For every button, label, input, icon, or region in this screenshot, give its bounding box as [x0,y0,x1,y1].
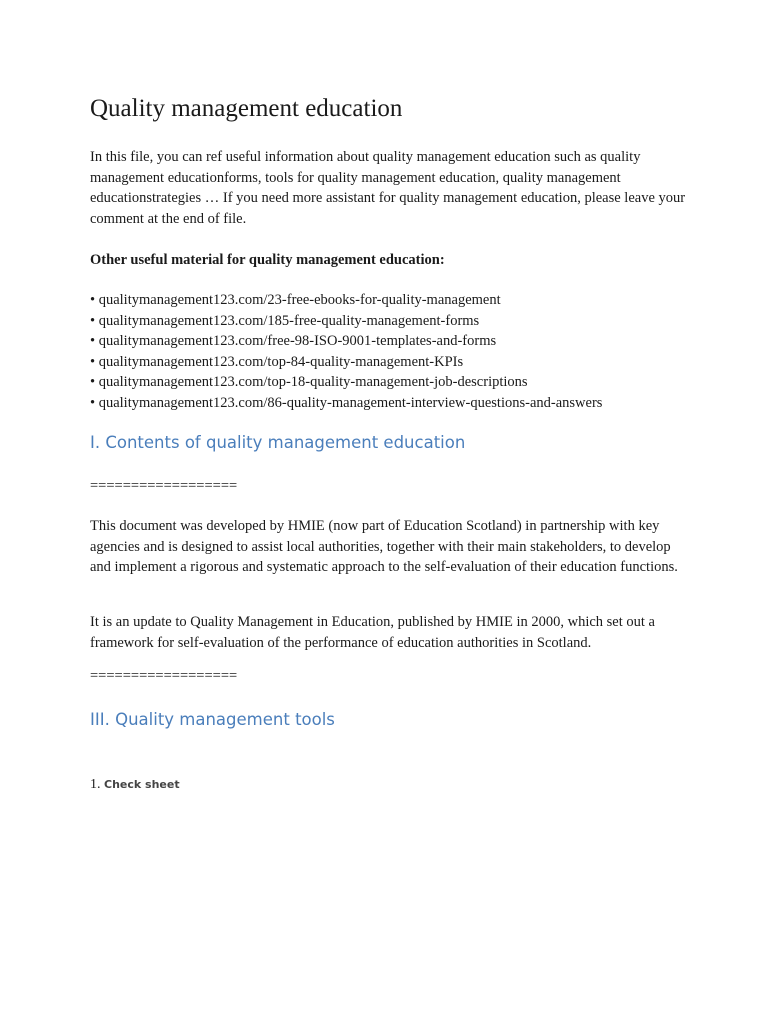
tool-item-number: 1. [90,777,101,792]
document-page [90,0,690,1024]
material-link: • qualitymanagement123.com/23-free-ebooks-for-quality-management [90,290,602,311]
material-link: • qualitymanagement123.com/top-84-quality-management-KPIs [90,352,602,373]
section-heading-tools: III. Quality management tools [90,710,335,729]
material-link: • qualitymanagement123.com/185-free-quality-management-forms [90,311,602,332]
tool-item [90,776,180,794]
material-link: • qualitymanagement123.com/86-quality-management-interview-questions-and-answers [90,393,602,414]
divider-line: ================== [90,478,238,494]
intro-paragraph: In this file, you can ref useful information about quality management education such as quality management educationforms, tools for quality management education, quality management educationstrategies … If you need more assistant for quality management education, please leave your comment at the end of file. [90,149,686,227]
material-link: • qualitymanagement123.com/free-98-ISO-9001-templates-and-forms [90,331,602,352]
section-heading-contents: I. Contents of quality management education [90,433,466,452]
body-paragraph: This document was developed by HMIE (now part of Education Scotland) in partnership with key agencies and is designed to assist local authorities, together with their main stakeholders, to develop and implement a rigorous and systematic approach to the self-evaluation of their education functions. [90,518,678,575]
document-title: Quality management education [90,95,403,122]
material-link-list [90,290,602,413]
material-link: • qualitymanagement123.com/top-18-quality-management-job-descriptions [90,372,602,393]
material-heading: Other useful material for quality management education: [90,252,445,268]
divider-line: ================== [90,668,238,684]
body-paragraph: It is an update to Quality Management in Education, published by HMIE in 2000, which set out a framework for self-evaluation of the performance of education authorities in Scotland. [90,614,655,651]
tool-item-label: Check sheet [104,778,180,791]
